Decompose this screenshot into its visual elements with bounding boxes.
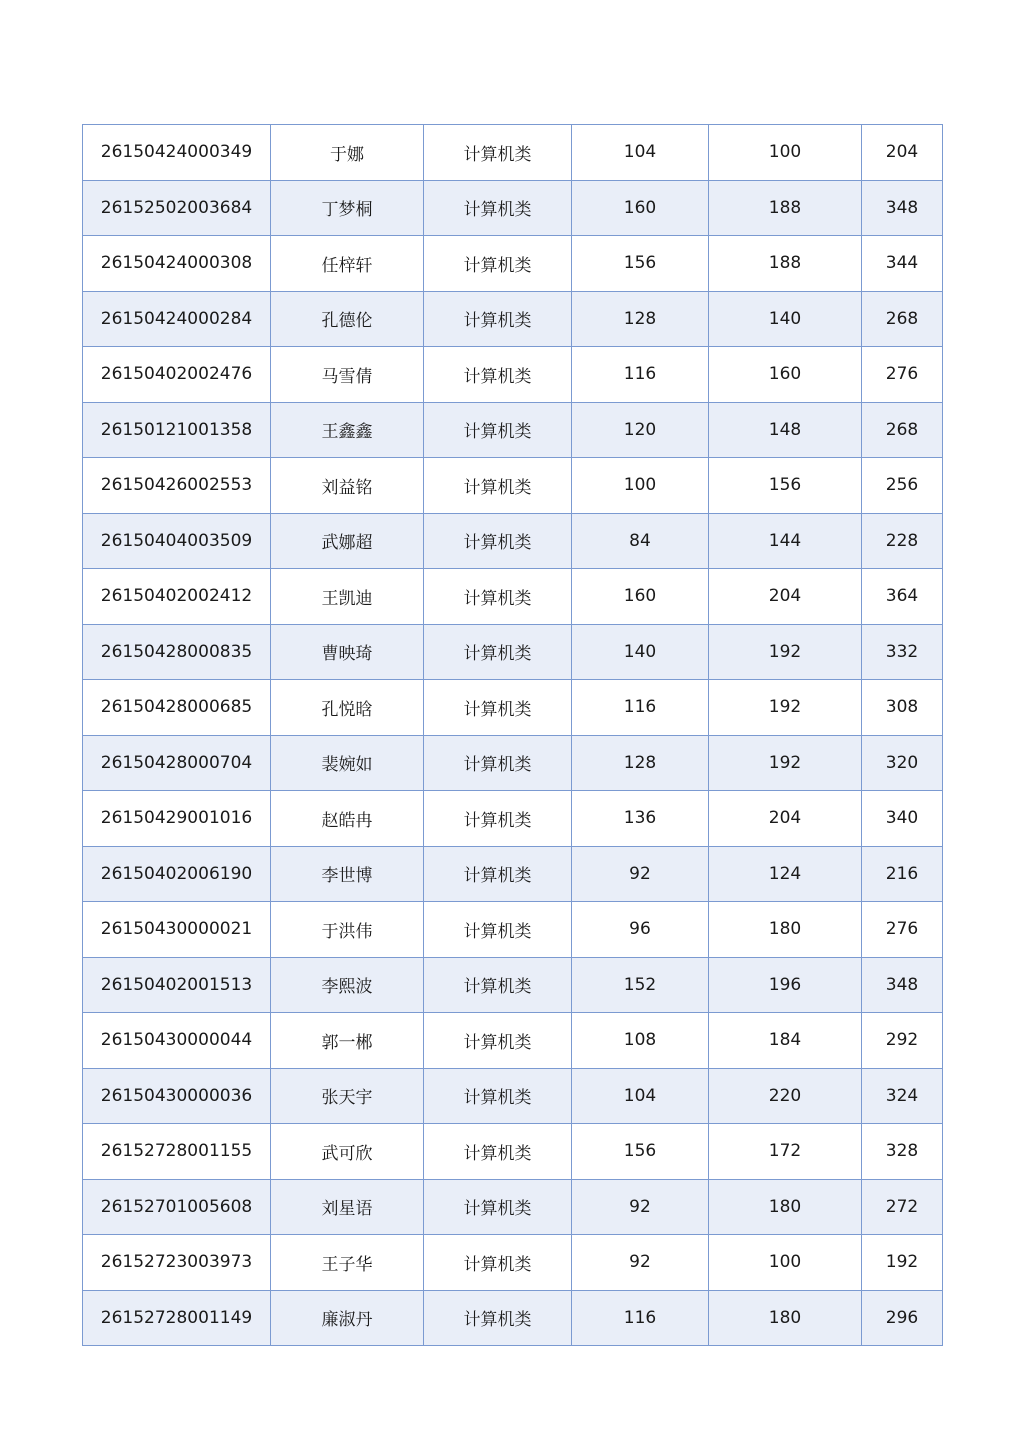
table-row bbox=[83, 1068, 943, 1124]
score-2-cell: 192 bbox=[709, 680, 862, 736]
name-cell: 刘益铭 bbox=[271, 458, 424, 514]
score-1-cell: 156 bbox=[572, 236, 709, 292]
score-2-cell: 144 bbox=[709, 513, 862, 569]
major-cell: 计算机类 bbox=[424, 1068, 572, 1124]
major-cell: 计算机类 bbox=[424, 1235, 572, 1291]
candidate-id-cell: 26150424000308 bbox=[83, 236, 271, 292]
score-2-cell: 204 bbox=[709, 791, 862, 847]
major-cell: 计算机类 bbox=[424, 291, 572, 347]
score-2-cell: 204 bbox=[709, 569, 862, 625]
total-cell: 348 bbox=[862, 957, 943, 1013]
name-cell: 张天宇 bbox=[271, 1068, 424, 1124]
candidate-id-cell: 26150428000685 bbox=[83, 680, 271, 736]
candidate-id-cell: 26150429001016 bbox=[83, 791, 271, 847]
major-cell: 计算机类 bbox=[424, 402, 572, 458]
score-table-body bbox=[83, 125, 943, 1346]
total-cell: 348 bbox=[862, 180, 943, 236]
table-row bbox=[83, 569, 943, 625]
total-cell: 364 bbox=[862, 569, 943, 625]
score-2-cell: 180 bbox=[709, 902, 862, 958]
candidate-id-cell: 26150430000021 bbox=[83, 902, 271, 958]
total-cell: 268 bbox=[862, 291, 943, 347]
score-2-cell: 196 bbox=[709, 957, 862, 1013]
table-row bbox=[83, 180, 943, 236]
name-cell: 于洪伟 bbox=[271, 902, 424, 958]
major-cell: 计算机类 bbox=[424, 1013, 572, 1069]
major-cell: 计算机类 bbox=[424, 236, 572, 292]
table-row bbox=[83, 291, 943, 347]
score-1-cell: 104 bbox=[572, 1068, 709, 1124]
candidate-id-cell: 26150428000704 bbox=[83, 735, 271, 791]
table-row bbox=[83, 846, 943, 902]
name-cell: 王鑫鑫 bbox=[271, 402, 424, 458]
score-1-cell: 160 bbox=[572, 569, 709, 625]
total-cell: 272 bbox=[862, 1179, 943, 1235]
table-row bbox=[83, 402, 943, 458]
total-cell: 328 bbox=[862, 1124, 943, 1180]
name-cell: 武可欣 bbox=[271, 1124, 424, 1180]
total-cell: 276 bbox=[862, 902, 943, 958]
major-cell: 计算机类 bbox=[424, 458, 572, 514]
table-row bbox=[83, 458, 943, 514]
score-1-cell: 128 bbox=[572, 735, 709, 791]
total-cell: 276 bbox=[862, 347, 943, 403]
score-1-cell: 96 bbox=[572, 902, 709, 958]
major-cell: 计算机类 bbox=[424, 1290, 572, 1346]
candidate-id-cell: 26150402002412 bbox=[83, 569, 271, 625]
major-cell: 计算机类 bbox=[424, 180, 572, 236]
candidate-id-cell: 26152701005608 bbox=[83, 1179, 271, 1235]
major-cell: 计算机类 bbox=[424, 846, 572, 902]
major-cell: 计算机类 bbox=[424, 957, 572, 1013]
name-cell: 武娜超 bbox=[271, 513, 424, 569]
major-cell: 计算机类 bbox=[424, 735, 572, 791]
score-1-cell: 116 bbox=[572, 347, 709, 403]
name-cell: 王凯迪 bbox=[271, 569, 424, 625]
candidate-id-cell: 26150424000349 bbox=[83, 125, 271, 181]
score-2-cell: 188 bbox=[709, 236, 862, 292]
score-2-cell: 220 bbox=[709, 1068, 862, 1124]
name-cell: 于娜 bbox=[271, 125, 424, 181]
major-cell: 计算机类 bbox=[424, 1124, 572, 1180]
score-1-cell: 92 bbox=[572, 1179, 709, 1235]
name-cell: 曹映琦 bbox=[271, 624, 424, 680]
name-cell: 王子华 bbox=[271, 1235, 424, 1291]
score-1-cell: 152 bbox=[572, 957, 709, 1013]
score-2-cell: 192 bbox=[709, 624, 862, 680]
major-cell: 计算机类 bbox=[424, 1179, 572, 1235]
major-cell: 计算机类 bbox=[424, 680, 572, 736]
candidate-id-cell: 26150424000284 bbox=[83, 291, 271, 347]
score-1-cell: 160 bbox=[572, 180, 709, 236]
candidate-id-cell: 26150402001513 bbox=[83, 957, 271, 1013]
score-2-cell: 100 bbox=[709, 1235, 862, 1291]
score-2-cell: 172 bbox=[709, 1124, 862, 1180]
major-cell: 计算机类 bbox=[424, 513, 572, 569]
total-cell: 324 bbox=[862, 1068, 943, 1124]
table-row bbox=[83, 347, 943, 403]
score-1-cell: 100 bbox=[572, 458, 709, 514]
candidate-id-cell: 26150121001358 bbox=[83, 402, 271, 458]
table-row bbox=[83, 1124, 943, 1180]
score-2-cell: 188 bbox=[709, 180, 862, 236]
candidate-id-cell: 26150430000036 bbox=[83, 1068, 271, 1124]
name-cell: 廉淑丹 bbox=[271, 1290, 424, 1346]
total-cell: 292 bbox=[862, 1013, 943, 1069]
score-2-cell: 100 bbox=[709, 125, 862, 181]
total-cell: 268 bbox=[862, 402, 943, 458]
name-cell: 赵皓冉 bbox=[271, 791, 424, 847]
score-2-cell: 156 bbox=[709, 458, 862, 514]
total-cell: 332 bbox=[862, 624, 943, 680]
candidate-id-cell: 26152723003973 bbox=[83, 1235, 271, 1291]
score-table bbox=[82, 124, 943, 1346]
table-row bbox=[83, 1290, 943, 1346]
major-cell: 计算机类 bbox=[424, 569, 572, 625]
score-2-cell: 148 bbox=[709, 402, 862, 458]
table-row bbox=[83, 791, 943, 847]
table-row bbox=[83, 125, 943, 181]
candidate-id-cell: 26150430000044 bbox=[83, 1013, 271, 1069]
total-cell: 216 bbox=[862, 846, 943, 902]
score-1-cell: 136 bbox=[572, 791, 709, 847]
total-cell: 344 bbox=[862, 236, 943, 292]
name-cell: 李熙波 bbox=[271, 957, 424, 1013]
score-1-cell: 84 bbox=[572, 513, 709, 569]
table-row bbox=[83, 624, 943, 680]
name-cell: 任梓轩 bbox=[271, 236, 424, 292]
table-row bbox=[83, 1235, 943, 1291]
major-cell: 计算机类 bbox=[424, 624, 572, 680]
total-cell: 256 bbox=[862, 458, 943, 514]
name-cell: 李世博 bbox=[271, 846, 424, 902]
table-row bbox=[83, 1013, 943, 1069]
score-1-cell: 92 bbox=[572, 1235, 709, 1291]
total-cell: 192 bbox=[862, 1235, 943, 1291]
score-1-cell: 140 bbox=[572, 624, 709, 680]
score-1-cell: 116 bbox=[572, 680, 709, 736]
score-1-cell: 128 bbox=[572, 291, 709, 347]
score-2-cell: 160 bbox=[709, 347, 862, 403]
table-row bbox=[83, 680, 943, 736]
total-cell: 340 bbox=[862, 791, 943, 847]
candidate-id-cell: 26152502003684 bbox=[83, 180, 271, 236]
total-cell: 296 bbox=[862, 1290, 943, 1346]
candidate-id-cell: 26150402006190 bbox=[83, 846, 271, 902]
score-1-cell: 108 bbox=[572, 1013, 709, 1069]
name-cell: 马雪倩 bbox=[271, 347, 424, 403]
total-cell: 204 bbox=[862, 125, 943, 181]
score-2-cell: 124 bbox=[709, 846, 862, 902]
name-cell: 郭一郴 bbox=[271, 1013, 424, 1069]
candidate-id-cell: 26150402002476 bbox=[83, 347, 271, 403]
table-row bbox=[83, 1179, 943, 1235]
score-1-cell: 92 bbox=[572, 846, 709, 902]
major-cell: 计算机类 bbox=[424, 125, 572, 181]
name-cell: 孔悦晗 bbox=[271, 680, 424, 736]
table-row bbox=[83, 735, 943, 791]
name-cell: 裴婉如 bbox=[271, 735, 424, 791]
name-cell: 孔德伦 bbox=[271, 291, 424, 347]
table-row bbox=[83, 236, 943, 292]
score-1-cell: 104 bbox=[572, 125, 709, 181]
table-row bbox=[83, 957, 943, 1013]
score-2-cell: 192 bbox=[709, 735, 862, 791]
major-cell: 计算机类 bbox=[424, 791, 572, 847]
score-2-cell: 184 bbox=[709, 1013, 862, 1069]
total-cell: 228 bbox=[862, 513, 943, 569]
total-cell: 320 bbox=[862, 735, 943, 791]
table-row bbox=[83, 513, 943, 569]
score-1-cell: 156 bbox=[572, 1124, 709, 1180]
score-2-cell: 180 bbox=[709, 1290, 862, 1346]
score-1-cell: 120 bbox=[572, 402, 709, 458]
candidate-id-cell: 26152728001149 bbox=[83, 1290, 271, 1346]
candidate-id-cell: 26150404003509 bbox=[83, 513, 271, 569]
score-2-cell: 140 bbox=[709, 291, 862, 347]
candidate-id-cell: 26150426002553 bbox=[83, 458, 271, 514]
candidate-id-cell: 26152728001155 bbox=[83, 1124, 271, 1180]
major-cell: 计算机类 bbox=[424, 902, 572, 958]
name-cell: 丁梦桐 bbox=[271, 180, 424, 236]
candidate-id-cell: 26150428000835 bbox=[83, 624, 271, 680]
score-2-cell: 180 bbox=[709, 1179, 862, 1235]
total-cell: 308 bbox=[862, 680, 943, 736]
table-row bbox=[83, 902, 943, 958]
major-cell: 计算机类 bbox=[424, 347, 572, 403]
score-1-cell: 116 bbox=[572, 1290, 709, 1346]
name-cell: 刘星语 bbox=[271, 1179, 424, 1235]
